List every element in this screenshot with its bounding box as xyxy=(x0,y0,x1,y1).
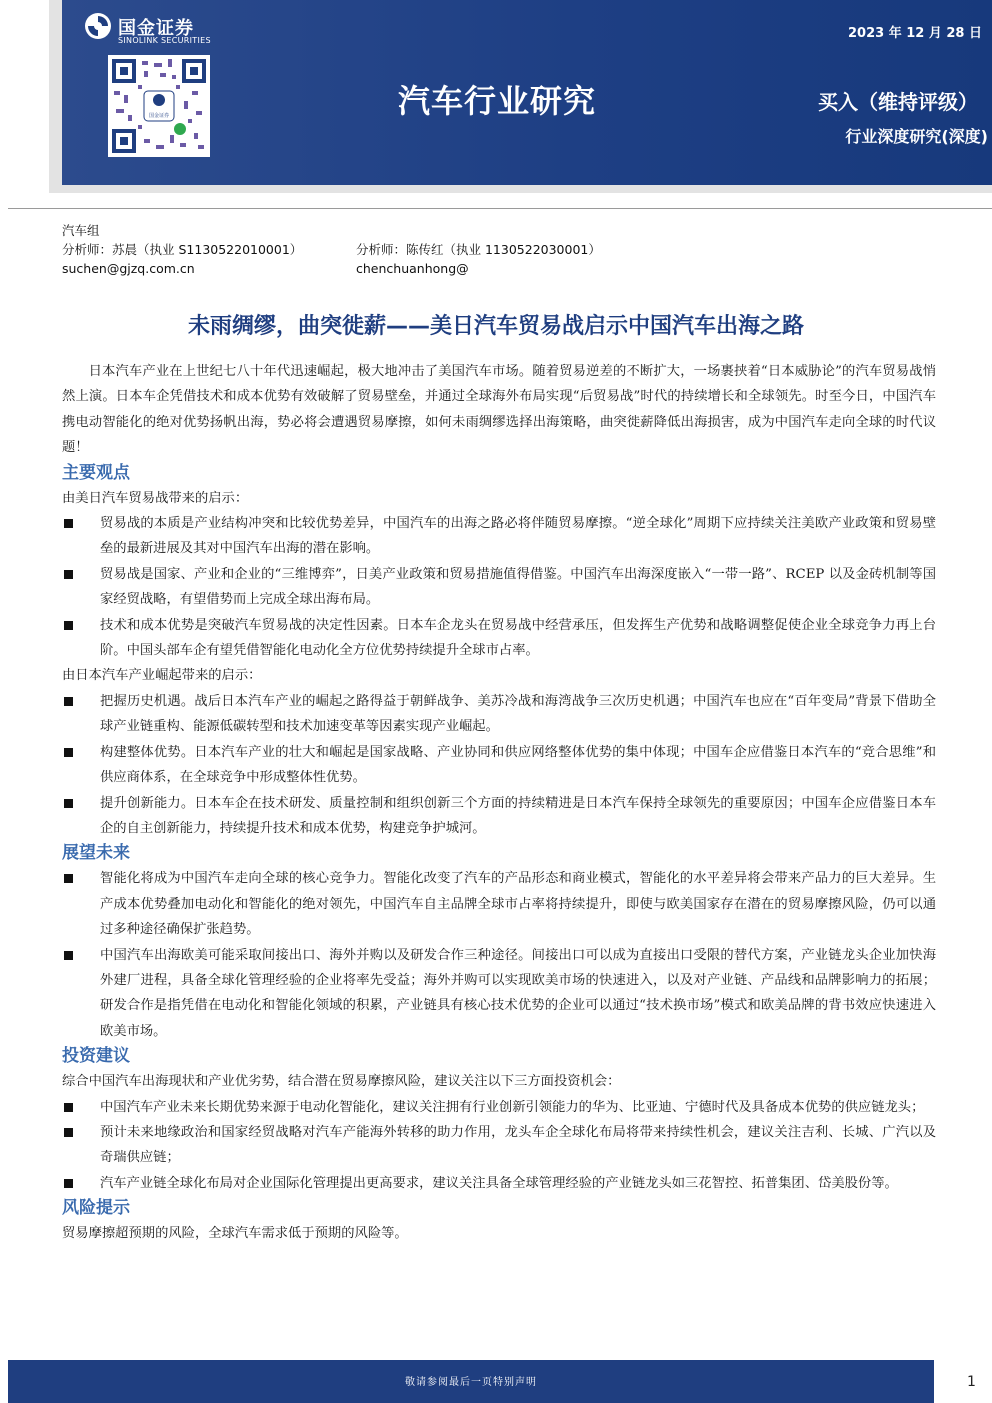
list-item: 把握历史机遇。战后日本汽车产业的崛起之路得益于朝鲜战争、美苏冷战和海湾战争三次历史机遇；中国汽车也应在“百年变局”背景下借助全球产业链重构、能源低碳转型和技术加速变革等因素实现产业崛起。 xyxy=(62,689,936,740)
outlook-bullets xyxy=(62,866,936,1044)
footer-disclaimer[interactable]: 敬请参阅最后一页特别声明 xyxy=(405,1377,537,1388)
email-row xyxy=(62,259,601,278)
rating-badge: 买入（维持评级） xyxy=(818,90,978,114)
section-heading-outlook: 展望未来 xyxy=(62,843,130,864)
analyst-1-label: 分析师：苏晨（执业 S1130522010001） xyxy=(62,242,303,257)
analyst-1-email[interactable]: suchen@gjzq.com.cn xyxy=(62,261,195,276)
team-name: 汽车组 xyxy=(62,223,100,238)
logo-english-name: SINOLINK SECURITIES xyxy=(118,36,211,45)
qr-caption: 国金证券 xyxy=(148,113,170,119)
qr-code-icon[interactable] xyxy=(108,55,210,157)
sinolink-logo-icon xyxy=(84,12,112,40)
views-bullets-2 xyxy=(62,689,936,841)
analyst-2-email[interactable]: chenchuanhong@ xyxy=(356,261,469,276)
list-item: 贸易战是国家、产业和企业的“三维博弈”，日美产业政策和贸易措施值得借鉴。中国汽车出海深度嵌入“一带一路”、RCEP 以及金砖机制等国家经贸战略，有望借势而上完成全球出海布局。 xyxy=(62,562,936,613)
list-item: 智能化将成为中国汽车走向全球的核心竞争力。智能化改变了汽车的产品形态和商业模式，智能化的水平差异将会带来产品力的巨大差异。生产成本优势叠加电动化和智能化的绝对领先，中国汽车自主品牌全球市占率将持续提升，即使与欧美国家存在潜在的贸易摩擦风险，仍可以通过多种途径确保扩张趋势。 xyxy=(62,866,936,942)
section-heading-invest: 投资建议 xyxy=(62,1046,130,1067)
views-bullets-1 xyxy=(62,511,936,663)
page-number: 1 xyxy=(967,1374,976,1390)
list-item: 构建整体优势。日本汽车产业的壮大和崛起是国家战略、产业协同和供应网络整体优势的集中体现；中国车企应借鉴日本汽车的“竞合思维”和供应商体系，在全球竞争中形成整体性优势。 xyxy=(62,740,936,791)
list-item: 提升创新能力。日本车企在技术研发、质量控制和组织创新三个方面的持续精进是日本汽车保持全球领先的重要原因；中国车企应借鉴日本车企的自主创新能力，持续提升技术和成本优势，构建竞争护城河。 xyxy=(62,791,936,842)
list-item: 贸易战的本质是产业结构冲突和比较优势差异，中国汽车的出海之路必将伴随贸易摩擦。“逆全球化”周期下应持续关注美欧产业政策和贸易壁垒的最新进展及其对中国汽车出海的潜在影响。 xyxy=(62,511,936,562)
header-divider xyxy=(8,208,992,209)
intro-paragraph: 日本汽车产业在上世纪七八十年代迅速崛起，极大地冲击了美国汽车市场。随着贸易逆差的不断扩大，一场裹挟着“日本威胁论”的汽车贸易战悄然上演。日本车企凭借技术和成本优势有效破解了贸易壁垒，并通过全球海外布局实现“后贸易战”时代的持续增长和全球领先。时至今日，中国汽车携电动智能化的绝对优势扬帆出海，势必将会遭遇贸易摩擦，如何未雨绸缪选择出海策略，曲突徙薪降低出海损害，成为中国汽车走向全球的时代议题！ xyxy=(62,364,936,456)
views-subheading-1: 由美日汽车贸易战带来的启示： xyxy=(62,490,249,506)
list-item: 中国汽车产业未来长期优势来源于电动化智能化，建议关注拥有行业创新引领能力的华为、比亚迪、宁德时代及具备成本优势的供应链龙头； xyxy=(62,1095,936,1120)
invest-bullets xyxy=(62,1095,936,1197)
analyst-2-label: 分析师：陈传红（执业 1130522030001） xyxy=(356,242,601,257)
company-logo xyxy=(84,12,234,48)
section-heading-risk: 风险提示 xyxy=(62,1198,130,1219)
analyst-row xyxy=(62,240,601,259)
report-body xyxy=(62,359,936,1247)
list-item: 预计未来地缘政治和国家经贸战略对汽车产能海外转移的助力作用，龙头车企全球化布局将带来持续性机会，建议关注吉利、长城、广汽以及奇瑞供应链； xyxy=(62,1120,936,1171)
main-title: 未雨绸缪，曲突徙薪——美日汽车贸易战启示中国汽车出海之路 xyxy=(187,314,804,339)
section-heading-views: 主要观点 xyxy=(62,462,130,483)
risk-text: 贸易摩擦超预期的风险，全球汽车需求低于预期的风险等。 xyxy=(62,1226,408,1242)
list-item: 汽车产业链全球化布局对企业国际化管理提出更高要求，建议关注具备全球管理经验的产业链龙头如三花智控、拓普集团、岱美股份等。 xyxy=(62,1171,936,1196)
list-item: 技术和成本优势是突破汽车贸易战的决定性因素。日本车企龙头在贸易战中经营承压，但发挥生产优势和战略调整促使企业全球竞争力再上台阶。中国头部车企有望凭借智能化电动化全方位优势持续提升全球市占率。 xyxy=(62,613,936,664)
list-item: 中国汽车出海欧美可能采取间接出口、海外并购以及研发合作三种途径。间接出口可以成为直接出口受限的替代方案，产业链龙头企业加快海外建厂进程，具备全球化管理经验的企业将率先受益；海外并购可以实现欧美市场的快速进入，以及对产业链、产品线和品牌影响力的拓展；研发合作是指凭借在电动化和智能化领域的积累，产业链具有核心技术优势的企业可以通过“技术换市场”模式和欧美品牌的背书效应快速进入欧美市场。 xyxy=(62,943,936,1045)
logo-chinese-name: 国金证券 xyxy=(118,18,194,39)
footer-bar xyxy=(8,1360,934,1403)
report-title: 汽车行业研究 xyxy=(398,82,597,120)
views-subheading-2: 由日本汽车产业崛起带来的启示： xyxy=(62,668,262,684)
author-block xyxy=(62,221,601,278)
invest-subheading: 综合中国汽车出海现状和产业优劣势，结合潜在贸易摩擦风险，建议关注以下三方面投资机会： xyxy=(62,1074,621,1090)
report-type: 行业深度研究(深度) xyxy=(845,127,988,146)
report-date: 2023 年 12 月 28 日 xyxy=(848,26,982,41)
